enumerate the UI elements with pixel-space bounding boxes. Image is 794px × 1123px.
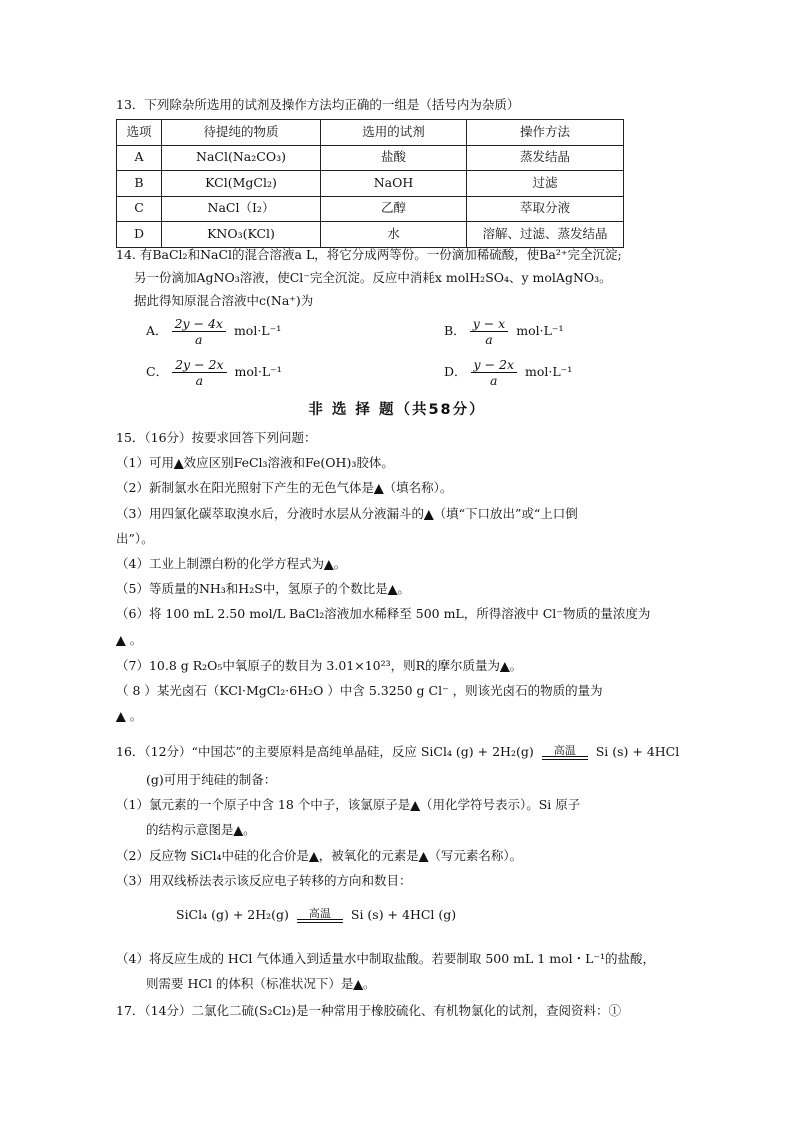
answer-blank[interactable]: ▲	[410, 797, 420, 812]
answer-blank[interactable]: ▲	[309, 848, 319, 863]
table-cell: KCl(MgCl₂)	[162, 171, 321, 197]
fraction-denominator: a	[485, 332, 493, 347]
q16-line2: (g)可用于纯硅的制备：	[146, 772, 277, 787]
table-cell: 溶解、过滤、蒸发结晶	[467, 222, 624, 248]
answer-blank[interactable]: ▲	[233, 822, 244, 837]
table-row	[117, 145, 624, 171]
answer-blank[interactable]: ▲	[500, 658, 510, 673]
q14-option-d[interactable]	[444, 357, 572, 388]
option-label: A．	[146, 323, 168, 338]
equals-arrow-icon	[542, 756, 588, 760]
table-cell: NaCl（I₂）	[162, 196, 321, 222]
table-cell: B	[117, 171, 162, 197]
option-unit: mol·L⁻¹	[516, 323, 564, 338]
table-cell: 乙醇	[321, 196, 467, 222]
reaction-condition-arrow	[542, 745, 588, 760]
fraction	[471, 357, 518, 388]
table-cell: 萃取分液	[467, 196, 624, 222]
answer-blank[interactable]: ▲	[423, 506, 434, 521]
option-label: B．	[444, 323, 466, 338]
option-unit: mol·L⁻¹	[234, 364, 282, 379]
option-label: C．	[146, 364, 169, 379]
header-reagent: 选用的试剂	[321, 120, 467, 146]
q15-item1: （1）可用▲效应区别FeCl₃溶液和Fe(OH)₃胶体。	[116, 455, 394, 470]
table-cell: 水	[321, 222, 467, 248]
q15-item6-cont: ▲ 。	[116, 632, 143, 647]
answer-blank[interactable]: ▲	[323, 556, 334, 571]
table-cell: KNO₃(KCl)	[162, 222, 321, 248]
header-method: 操作方法	[467, 120, 624, 146]
fraction-denominator: a	[195, 373, 204, 388]
equals-arrow-icon	[297, 919, 343, 923]
answer-blank[interactable]: ▲	[116, 632, 126, 647]
q16-item3: （3）用双线桥法表示该反应电子转移的方向和数目：	[116, 873, 412, 888]
q14-line3: 据此得知原混合溶液中c(Na⁺)为	[134, 293, 314, 308]
q15-item7: （7）10.8 g R₂O₅中氧原子的数目为 3.01×10²³，则R的摩尔质量为▲。	[116, 658, 523, 673]
q15-item8-cont: ▲ 。	[116, 708, 143, 723]
table-cell: D	[117, 222, 162, 248]
fraction-numerator: 2y − 2x	[172, 357, 226, 373]
q15-item2: （2）新制氯水在阳光照射下产生的无色气体是▲（填名称）。	[116, 480, 453, 495]
table-row	[117, 196, 624, 222]
q16-line1: 16．（12分）“中国芯”的主要原料是高纯单晶硅，反应 SiCl₄ (g) + 2H₂(g) 高温 Si (s) + 4HCl	[116, 744, 680, 759]
q13-table	[116, 119, 624, 248]
reaction-condition-arrow	[297, 908, 343, 923]
fraction-numerator: y − 2x	[471, 357, 518, 373]
q15-stem: 15．（16分）按要求回答下列问题：	[116, 430, 317, 445]
table-cell: 蒸发结晶	[467, 145, 624, 171]
answer-blank[interactable]: ▲	[353, 976, 364, 991]
q13-stem: 13．下列除杂所选用的试剂及操作方法均正确的一组是（括号内为杂质）	[116, 97, 520, 112]
answer-blank[interactable]: ▲	[373, 480, 384, 495]
q16-item4: （4）将反应生成的 HCl 气体通入到适量水中制取盐酸。若要制取 500 mL 1 mol・L⁻¹的盐酸，	[116, 951, 656, 966]
fraction-denominator: a	[490, 373, 498, 388]
reaction-condition: 高温	[553, 744, 576, 757]
q14-line2: 另一份滴加AgNO₃溶液，使Cl⁻完全沉淀。反应中消耗x molH₂SO₄、y molAgNO₃。	[134, 270, 612, 285]
table-cell: NaOH	[321, 171, 467, 197]
table-cell: NaCl(Na₂CO₃)	[162, 145, 321, 171]
fraction-denominator: a	[195, 332, 203, 347]
q14-option-a[interactable]	[146, 316, 281, 347]
q16-item2: （2）反应物 SiCl₄中硅的化合价是▲，被氧化的元素是▲（写元素名称）。	[116, 848, 523, 863]
answer-blank[interactable]: ▲	[173, 455, 184, 470]
q16-item1: （1）氯元素的一个原子中含 18 个中子，该氯原子是▲（用化学符号表示）。Si 原子	[116, 797, 581, 812]
section-heading: 非 选 择 题（共58分）	[308, 402, 486, 418]
reaction-condition: 高温	[308, 907, 331, 920]
q14-option-b[interactable]	[444, 316, 563, 347]
q16-item4-cont: 则需要 HCl 的体积（标准状况下）是▲。	[146, 976, 376, 991]
q15-item3-cont: 出”）。	[116, 531, 154, 546]
answer-blank[interactable]: ▲	[116, 708, 126, 723]
table-row	[117, 171, 624, 197]
table-row	[117, 222, 624, 248]
q14-option-c[interactable]	[146, 357, 282, 388]
answer-blank[interactable]: ▲	[387, 581, 398, 596]
answer-blank[interactable]: ▲	[418, 848, 429, 863]
table-cell: 盐酸	[321, 145, 467, 171]
option-unit: mol·L⁻¹	[233, 323, 282, 338]
q15-item4: （4）工业上制漂白粉的化学方程式为▲。	[116, 556, 347, 571]
fraction	[470, 316, 509, 347]
q15-item3: （3）用四氯化碳萃取溴水后，分液时水层从分液漏斗的▲（填“下口放出”或“上口倒	[116, 506, 578, 521]
fraction-numerator: y − x	[470, 316, 509, 332]
q15-item8: （ 8 ）某光卤石（KCl·MgCl₂·6H₂O ）中含 5.3250 g Cl⁻ ，则该光卤石的物质的量为	[116, 683, 603, 698]
q15-item5: （5）等质量的NH₃和H₂S中，氢原子的个数比是▲。	[116, 581, 410, 596]
table-cell: A	[117, 145, 162, 171]
header-option: 选项	[117, 120, 162, 146]
table-cell: C	[117, 196, 162, 222]
q15-item6: （6）将 100 mL 2.50 mol/L BaCl₂溶液加水稀释至 500 mL，所得溶液中 Cl⁻物质的量浓度为	[116, 606, 651, 621]
header-substance: 待提纯的物质	[162, 120, 321, 146]
q14-line1: 14. 有BaCl₂和NaCl的混合溶液a L，将它分成两等份。一份滴加稀硫酸，使Ba²⁺完全沉淀;	[116, 247, 622, 262]
table-header-row	[117, 120, 624, 146]
fraction	[172, 316, 226, 347]
q16-equation: SiCl₄ (g) + 2H₂(g) 高温 Si (s) + 4HCl (g)	[176, 907, 457, 922]
q16-item1-cont: 的结构示意图是▲。	[146, 822, 256, 837]
option-label: D．	[444, 364, 467, 379]
option-unit: mol·L⁻¹	[525, 364, 573, 379]
fraction	[172, 357, 226, 388]
table-cell: 过滤	[467, 171, 624, 197]
fraction-numerator: 2y − 4x	[172, 316, 226, 332]
q17-line1: 17．（14分）二氯化二硫(S₂Cl₂)是一种常用于橡胶硫化、有机物氯化的试剂，查阅资料：①	[116, 1003, 621, 1018]
